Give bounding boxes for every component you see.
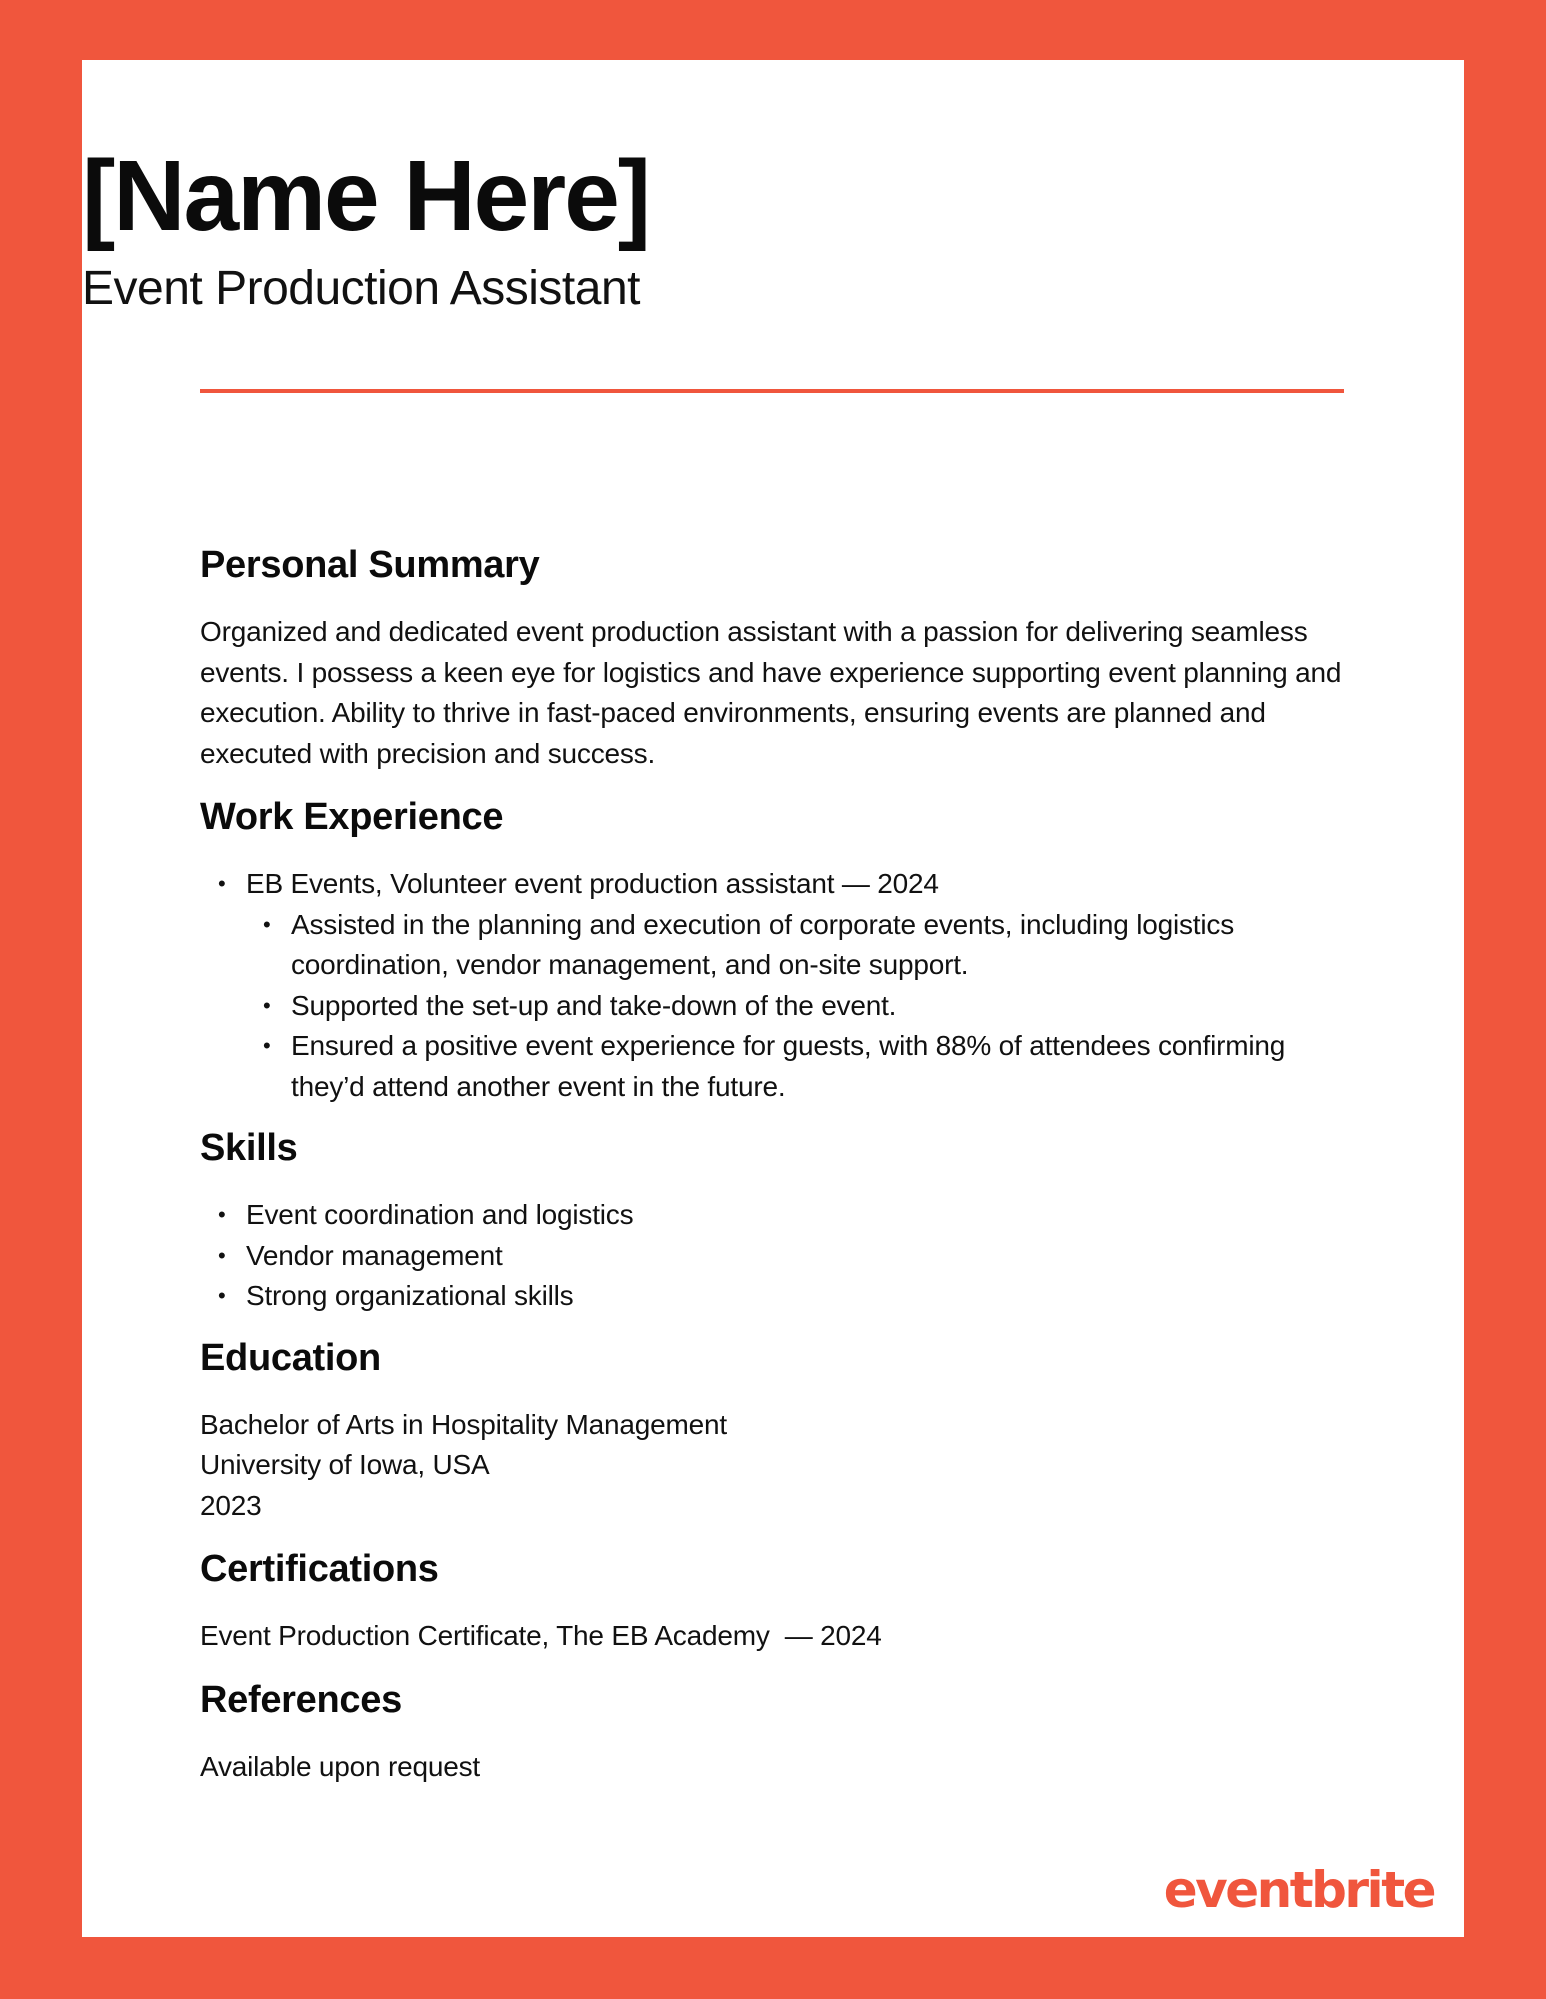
job-detail-text: Supported the set-up and take-down of the event. [291, 989, 897, 1021]
bullet-icon: • [218, 1242, 226, 1268]
job-item [218, 864, 1360, 1107]
resume-content [200, 530, 1360, 1787]
job-detail-item [263, 1026, 1360, 1107]
references-text: Available upon request [200, 1750, 480, 1782]
education-year: 2023 [200, 1489, 262, 1521]
bullet-icon: • [218, 871, 226, 896]
bullet-icon: • [218, 1202, 226, 1227]
bullet-icon: • [218, 1283, 226, 1308]
bullet-icon: • [263, 992, 271, 1018]
job-detail-item [263, 986, 1360, 1027]
header-divider [200, 389, 1344, 393]
job-title-line: EB Events, Volunteer event production assistant — 2024 [246, 868, 939, 899]
education-block [200, 1405, 1360, 1527]
job-detail-text: Ensured a positive event experience for guests, with 88% of attendees confirming they’d attend another event in the future. [291, 1030, 1286, 1102]
education-degree: Bachelor of Arts in Hospitality Management [200, 1408, 727, 1440]
work-experience-heading: Work Experience [200, 796, 504, 838]
skill-item [218, 1276, 1360, 1317]
education-school: University of Iowa, USA [200, 1449, 490, 1480]
certifications-heading: Certifications [200, 1548, 439, 1590]
certification-text: Event Production Certificate, The EB Academy — 2024 [200, 1620, 882, 1651]
eventbrite-logo: eventbrite [1163, 1861, 1434, 1919]
skill-text: Event coordination and logistics [246, 1199, 634, 1230]
skill-item [218, 1195, 1360, 1236]
education-heading: Education [200, 1336, 381, 1379]
personal-summary-heading: Personal Summary [200, 544, 540, 586]
skill-text: Strong organizational skills [246, 1280, 574, 1311]
bullet-icon: • [263, 911, 271, 937]
job-title: Event Production Assistant [82, 262, 640, 315]
resume-page [82, 60, 1464, 1937]
job-detail-item [263, 905, 1360, 986]
candidate-name: [Name Here] [82, 140, 650, 252]
bullet-icon: • [263, 1033, 271, 1058]
skills-list [200, 1195, 1360, 1317]
skills-heading: Skills [200, 1127, 298, 1169]
job-detail-text: Assisted in the planning and execution of corporate events, including logistics coordination, vendor management, and on-site support. [291, 908, 1235, 980]
work-experience-list [200, 864, 1360, 1107]
job-details-list [246, 905, 1360, 1108]
skill-item [218, 1236, 1360, 1277]
skill-text: Vendor management [246, 1239, 503, 1271]
personal-summary-text: Organized and dedicated event production assistant with a passion for delivering seamless events. I possess a keen eye for logistics and have experience supporting event planning and execution. Ability to thrive in fast-paced environments, ensuring events are planned and executed with precision and success. [200, 616, 1342, 769]
references-heading: References [200, 1678, 402, 1721]
